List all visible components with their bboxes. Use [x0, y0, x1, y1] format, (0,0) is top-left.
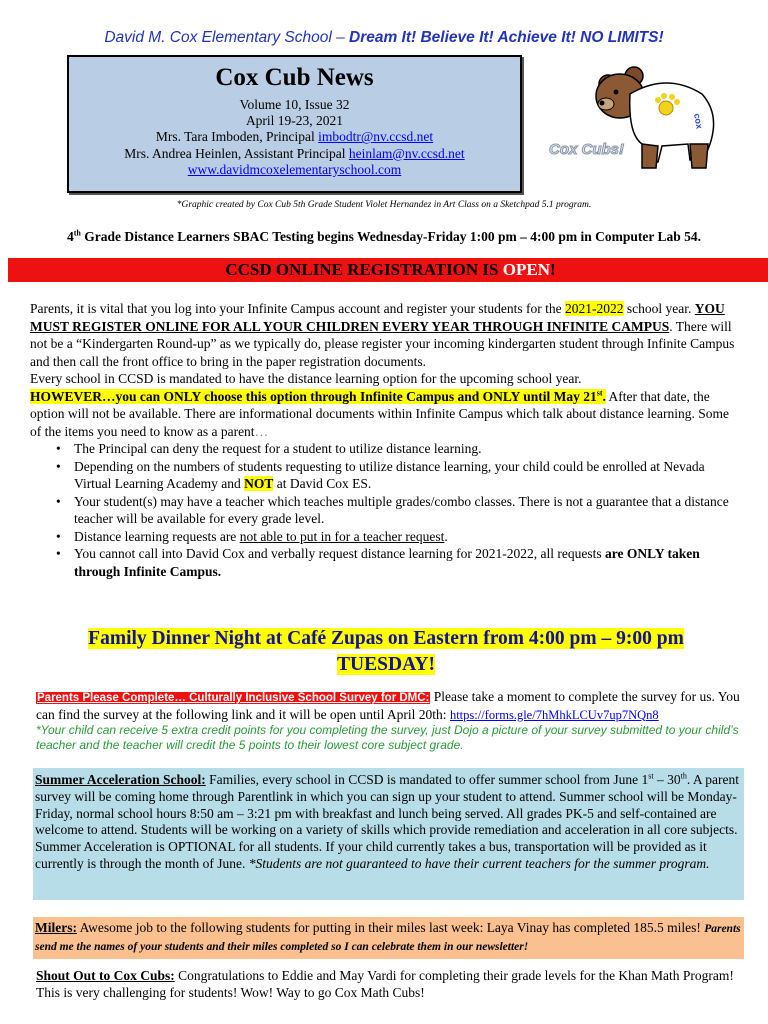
principal-name: Mrs. Tara Imboden, Principal: [155, 129, 319, 145]
deadline-text: HOWEVER…you can ONLY choose this option through Infinite Campus and ONLY until May 21: [30, 388, 597, 404]
survey-title: Parents Please Complete… Culturally Inclusive School Survey for DMC:: [37, 692, 430, 704]
family-dinner-line-2: TUESDAY!: [337, 654, 435, 675]
milers-note: Parents send me the names of your students and their miles completed so I can celebrate them in our newsletter!: [35, 923, 741, 953]
tagline-school: David M. Cox Elementary School –: [104, 29, 349, 46]
banner-open: OPEN: [502, 260, 550, 279]
reg-text: school year.: [623, 301, 695, 316]
principal-line: [69, 129, 520, 145]
summer-text: – 30: [653, 772, 681, 787]
milers-text: Awesome job to the following students for putting in their miles last week: Laya Vinay has completed 185.5 miles!: [76, 920, 705, 935]
milers-label: Milers:: [35, 920, 77, 935]
summer-text: . A parent survey will be coming home through Parentlink in which you can sign up your student to attend. Summer school will be Monday-Friday, normal school hours 8:50 am – 3:21 pm with breakfast and lunch being served. All grades PK-5 and self-contained are welcome to attend. Students will be working on a variety of skills which provide remediation and acceleration in all core subjects. Summer Acceleration is OPTIONAL for all students. If your child currently takes a bus, transportation will be provided as it currently is through the month of June.: [35, 772, 739, 871]
shirt-text: cox: [692, 112, 705, 130]
deadline-sup: st: [596, 388, 603, 397]
list-item: • The Principal can deny the request for a student to utilize distance learning.: [60, 440, 742, 458]
shout-out-text: Congratulations to Eddie and May Vardi for completing their grade levels for the Khan Math Program! This is very challenging for students! Wow! Way to go Cox Math Cubs!: [36, 968, 734, 1000]
item-text: Depending on the numbers of students requesting to utilize distance learning, your child could be enrolled at Nevada Virtual Learning Academy and: [74, 458, 705, 491]
item-underlined: not able to put in for a teacher request: [239, 528, 445, 544]
sbac-part-b: Grade Distance Learners SBAC Testing begins Wednesday-Friday 1:00 pm – 4:00 pm in Computer Lab 54.: [80, 229, 702, 244]
shout-out-section: [36, 968, 744, 1002]
summer-text: Families, every school in CCSD is mandated to offer summer school from June 1: [205, 772, 649, 787]
distance-deadline-highlight: [30, 389, 606, 404]
summer-note: *Students are not guaranteed to have their current teachers for the summer program.: [248, 855, 710, 871]
item-bold: are ONLY taken through Infinite Campus.: [74, 546, 700, 579]
website-line: [69, 162, 520, 178]
summer-label: Summer Acceleration School:: [35, 772, 206, 787]
list-item: [60, 545, 742, 580]
shout-out-label: Shout Out to Cox Cubs:: [36, 968, 175, 983]
survey-text: Please take a moment to complete the survey for us. You can find the survey at the following link and it will be open until April 20th:: [36, 689, 740, 722]
ellipsis: …: [254, 423, 269, 439]
item-text: Distance learning requests are: [74, 528, 240, 544]
assistant-principal-name: Mrs. Andrea Heinlen, Assistant Principal: [124, 145, 349, 161]
family-dinner-heading: [28, 626, 744, 678]
school-tagline: [0, 29, 768, 47]
reg-text: . There will not be a “Kindergarten Round-up” as we typically do, please register your incoming kindergarten student through Infinite Campus and then call the front office to bring in the paper registration documents.: [30, 318, 735, 369]
registration-paragraph-3: [30, 388, 742, 441]
registration-paragraph-2: Every school in CCSD is mandated to have the distance learning option for the upcoming school year.: [30, 371, 582, 386]
item-text: .: [444, 528, 448, 544]
sbac-part-a: 4: [66, 229, 74, 244]
not-highlight: NOT: [244, 476, 274, 491]
list-item: [60, 458, 742, 493]
graphic-credit: *Graphic created by Cox Cub 5th Grade Student Violet Hernandez in Art Class on a Sketchpad 5.1 program.: [176, 200, 592, 210]
assistant-principal-line: [69, 146, 520, 162]
item-text: You cannot call into David Cox and verbally request distance learning for 2021-2022, all requests: [74, 546, 606, 561]
reg-text: After that date, the option will not be available. There are informational documents within Infinite Campus which talk about distance learning. Some of the items you need to know as a parent: [30, 388, 729, 439]
sbac-sup: th: [73, 228, 81, 238]
principal-email-link[interactable]: imbodtr@nv.ccsd.net: [318, 129, 434, 145]
school-year-highlight: 2021-2022: [565, 301, 624, 316]
summer-sup: st: [648, 771, 654, 781]
survey-link[interactable]: https://forms.gle/7hMhkLCUv7up7NQn8: [449, 707, 659, 722]
survey-extra-credit-note: *Your child can receive 5 extra credit points for you completing the survey, just Dojo a picture of your survey submitted to your child’s teacher and the teacher will credit the 5 points to their lowest core subject grade.: [36, 723, 739, 752]
list-item: • Your student(s) may have a teacher which teaches multiple grades/combo classes. There is not a guarantee that a distance teacher will be available for every grade level.: [60, 493, 742, 528]
banner-text: CCSD ONLINE REGISTRATION IS: [225, 260, 503, 279]
ccsd-registration-banner: [8, 258, 768, 282]
newsletter-title: Cox Cub News: [215, 64, 374, 91]
assistant-email-link[interactable]: heinlam@nv.ccsd.net: [348, 145, 465, 161]
newsletter-masthead: [67, 55, 522, 193]
registration-paragraph-1: [30, 300, 742, 370]
volume-issue: Volume 10, Issue 32: [239, 97, 350, 112]
summer-acceleration-section: [33, 768, 744, 900]
registration-section: [30, 300, 742, 580]
list-item: [60, 528, 742, 546]
deadline-dot: .: [602, 388, 606, 404]
issue-dates: April 19-23, 2021: [245, 113, 344, 129]
survey-section: [36, 689, 744, 753]
reg-text: Parents, it is vital that you log into your Infinite Campus account and register your students for the: [30, 301, 566, 316]
register-every-year-warning: YOU MUST REGISTER ONLINE FOR ALL YOUR CHILDREN EVERY YEAR THROUGH INFINITE CAMPUS: [30, 301, 725, 334]
milers-section: [33, 917, 744, 959]
item-text: at David Cox ES.: [273, 476, 372, 491]
tagline-motto: Dream It! Believe It! Achieve It! NO LIMITS!: [349, 29, 664, 46]
summer-sup: th: [680, 771, 687, 781]
cox-cubs-caption: Cox Cubs!: [549, 141, 624, 158]
distance-learning-list: [60, 440, 742, 580]
sbac-testing-notice: [0, 229, 768, 245]
school-website-link[interactable]: www.davidmcoxelementaryschool.com: [187, 161, 402, 177]
banner-exclaim: !: [549, 260, 556, 279]
family-dinner-line-1: Family Dinner Night at Café Zupas on Eastern from 4:00 pm – 9:00 pm: [88, 628, 684, 649]
